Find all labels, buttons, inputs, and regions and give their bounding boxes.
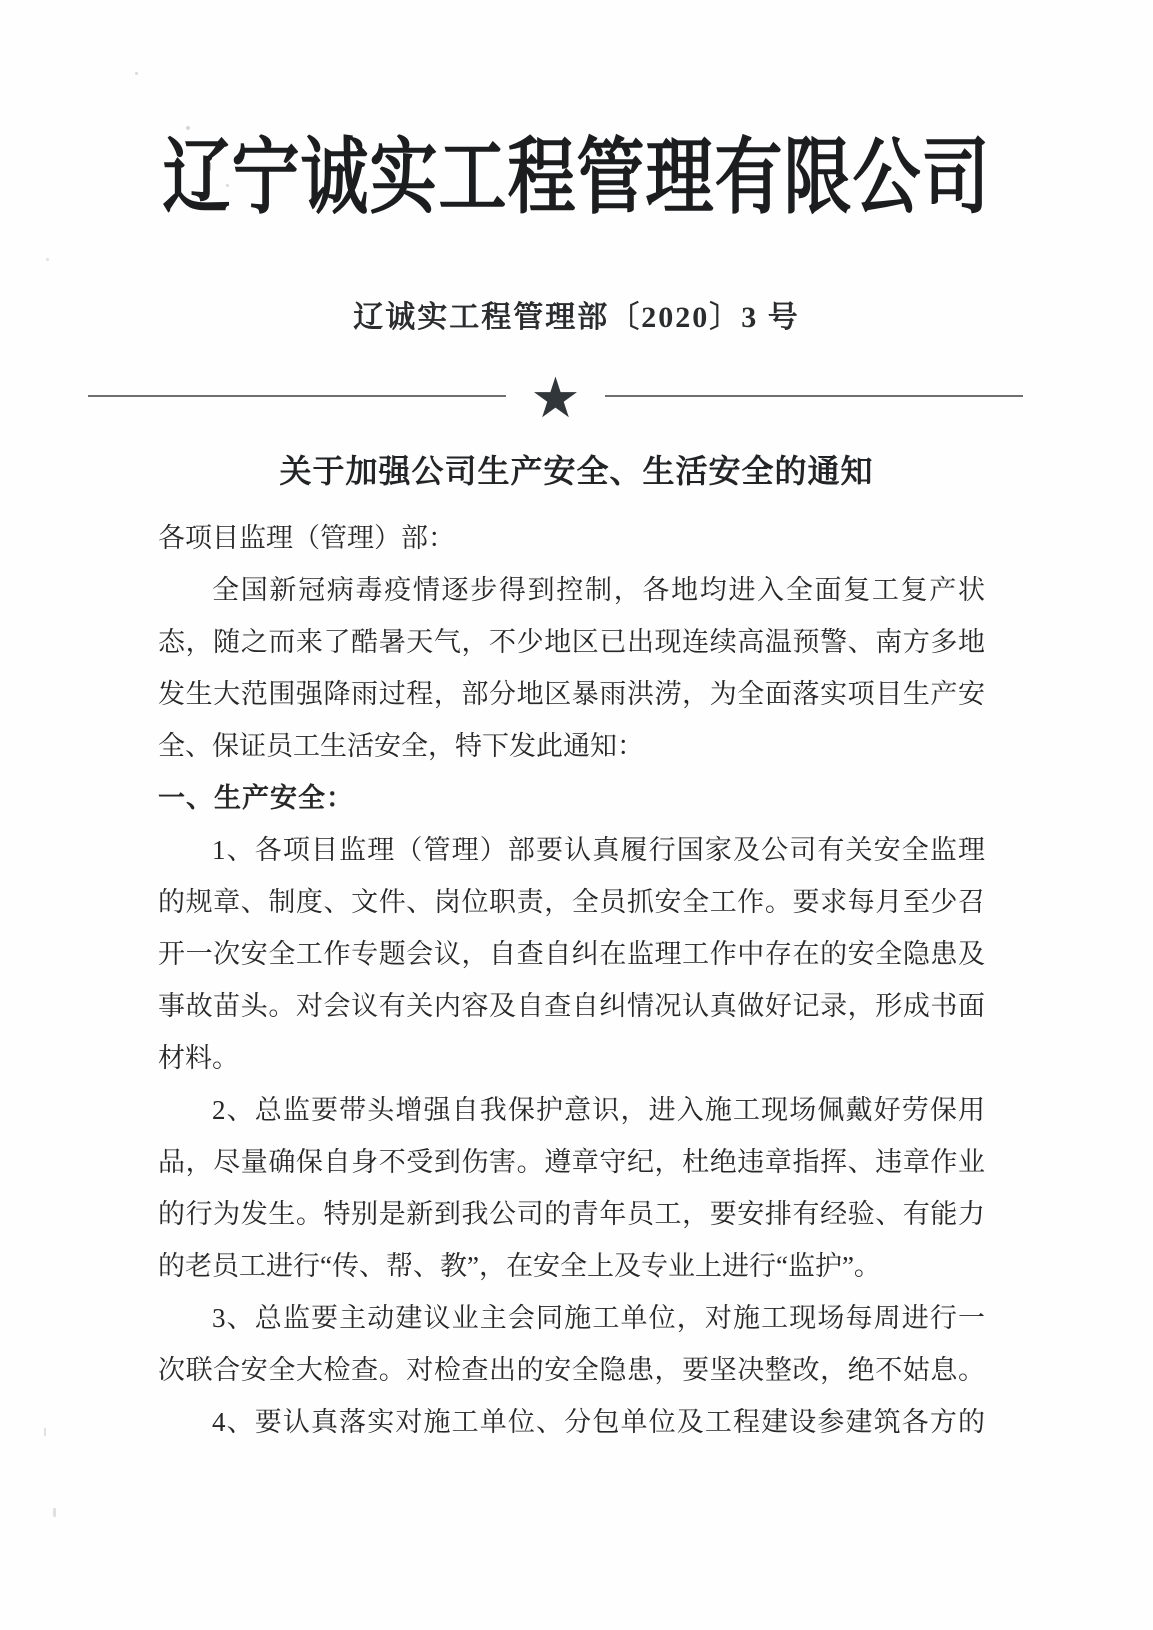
document-body <box>158 512 985 1448</box>
body-line: 材料。 <box>158 1043 239 1073</box>
divider-line-right <box>605 395 1023 397</box>
document-number: 辽诚实工程管理部〔2020〕3 号 <box>353 301 800 334</box>
body-line: 的规章、制度、文件、岗位职责，全员抓安全工作。要求每月至少召 <box>158 887 985 917</box>
body-line: 1、各项目监理（管理）部要认真履行国家及公司有关安全监理 <box>212 835 985 865</box>
scan-speckle <box>135 72 138 75</box>
body-line: 发生大范围强降雨过程，部分地区暴雨洪涝，为全面落实项目生产安 <box>158 679 985 709</box>
body-line: 事故苗头。对会议有关内容及自查自纠情况认真做好记录，形成书面 <box>158 991 985 1021</box>
star-icon: ★ <box>530 366 581 431</box>
body-lines <box>158 564 985 1448</box>
body-line: 次联合安全大检查。对检查出的安全隐患，要坚决整改，绝不姑息。 <box>158 1355 985 1385</box>
star-divider <box>88 366 1023 431</box>
body-line: 的行为发生。特别是新到我公司的青年员工，要安排有经验、有能力 <box>158 1199 985 1229</box>
company-masthead: 辽宁诚实工程管理有限公司 <box>162 131 991 224</box>
salutation: 各项目监理（管理）部： <box>158 523 455 553</box>
divider-line-left <box>88 395 506 397</box>
scan-speckle <box>53 1508 56 1517</box>
body-line: 4、要认真落实对施工单位、分包单位及工程建设参建筑各方的 <box>212 1407 985 1437</box>
scan-speckle <box>44 1428 46 1436</box>
body-line: 的老员工进行“传、帮、教”，在安全上及专业上进行“监护”。 <box>158 1251 881 1281</box>
body-line: 2、总监要带头增强自我保护意识，进入施工现场佩戴好劳保用 <box>212 1095 985 1125</box>
scan-speckle <box>46 258 49 261</box>
notice-title: 关于加强公司生产安全、生活安全的通知 <box>279 453 874 489</box>
body-line: 品，尽量确保自身不受到伤害。遵章守纪，杜绝违章指挥、违章作业 <box>158 1147 985 1177</box>
scan-speckle <box>186 126 190 130</box>
body-line: 3、总监要主动建议业主会同施工单位，对施工现场每周进行一 <box>212 1303 985 1333</box>
body-line: 全、保证员工生活安全，特下发此通知： <box>158 731 644 761</box>
body-line: 态，随之而来了酷暑天气，不少地区已出现连续高温预警、南方多地 <box>158 627 985 657</box>
body-line: 开一次安全工作专题会议，自查自纠在监理工作中存在的安全隐患及 <box>158 939 985 969</box>
body-line: 全国新冠病毒疫情逐步得到控制，各地均进入全面复工复产状 <box>212 575 985 605</box>
body-line: 一、生产安全： <box>158 783 354 813</box>
